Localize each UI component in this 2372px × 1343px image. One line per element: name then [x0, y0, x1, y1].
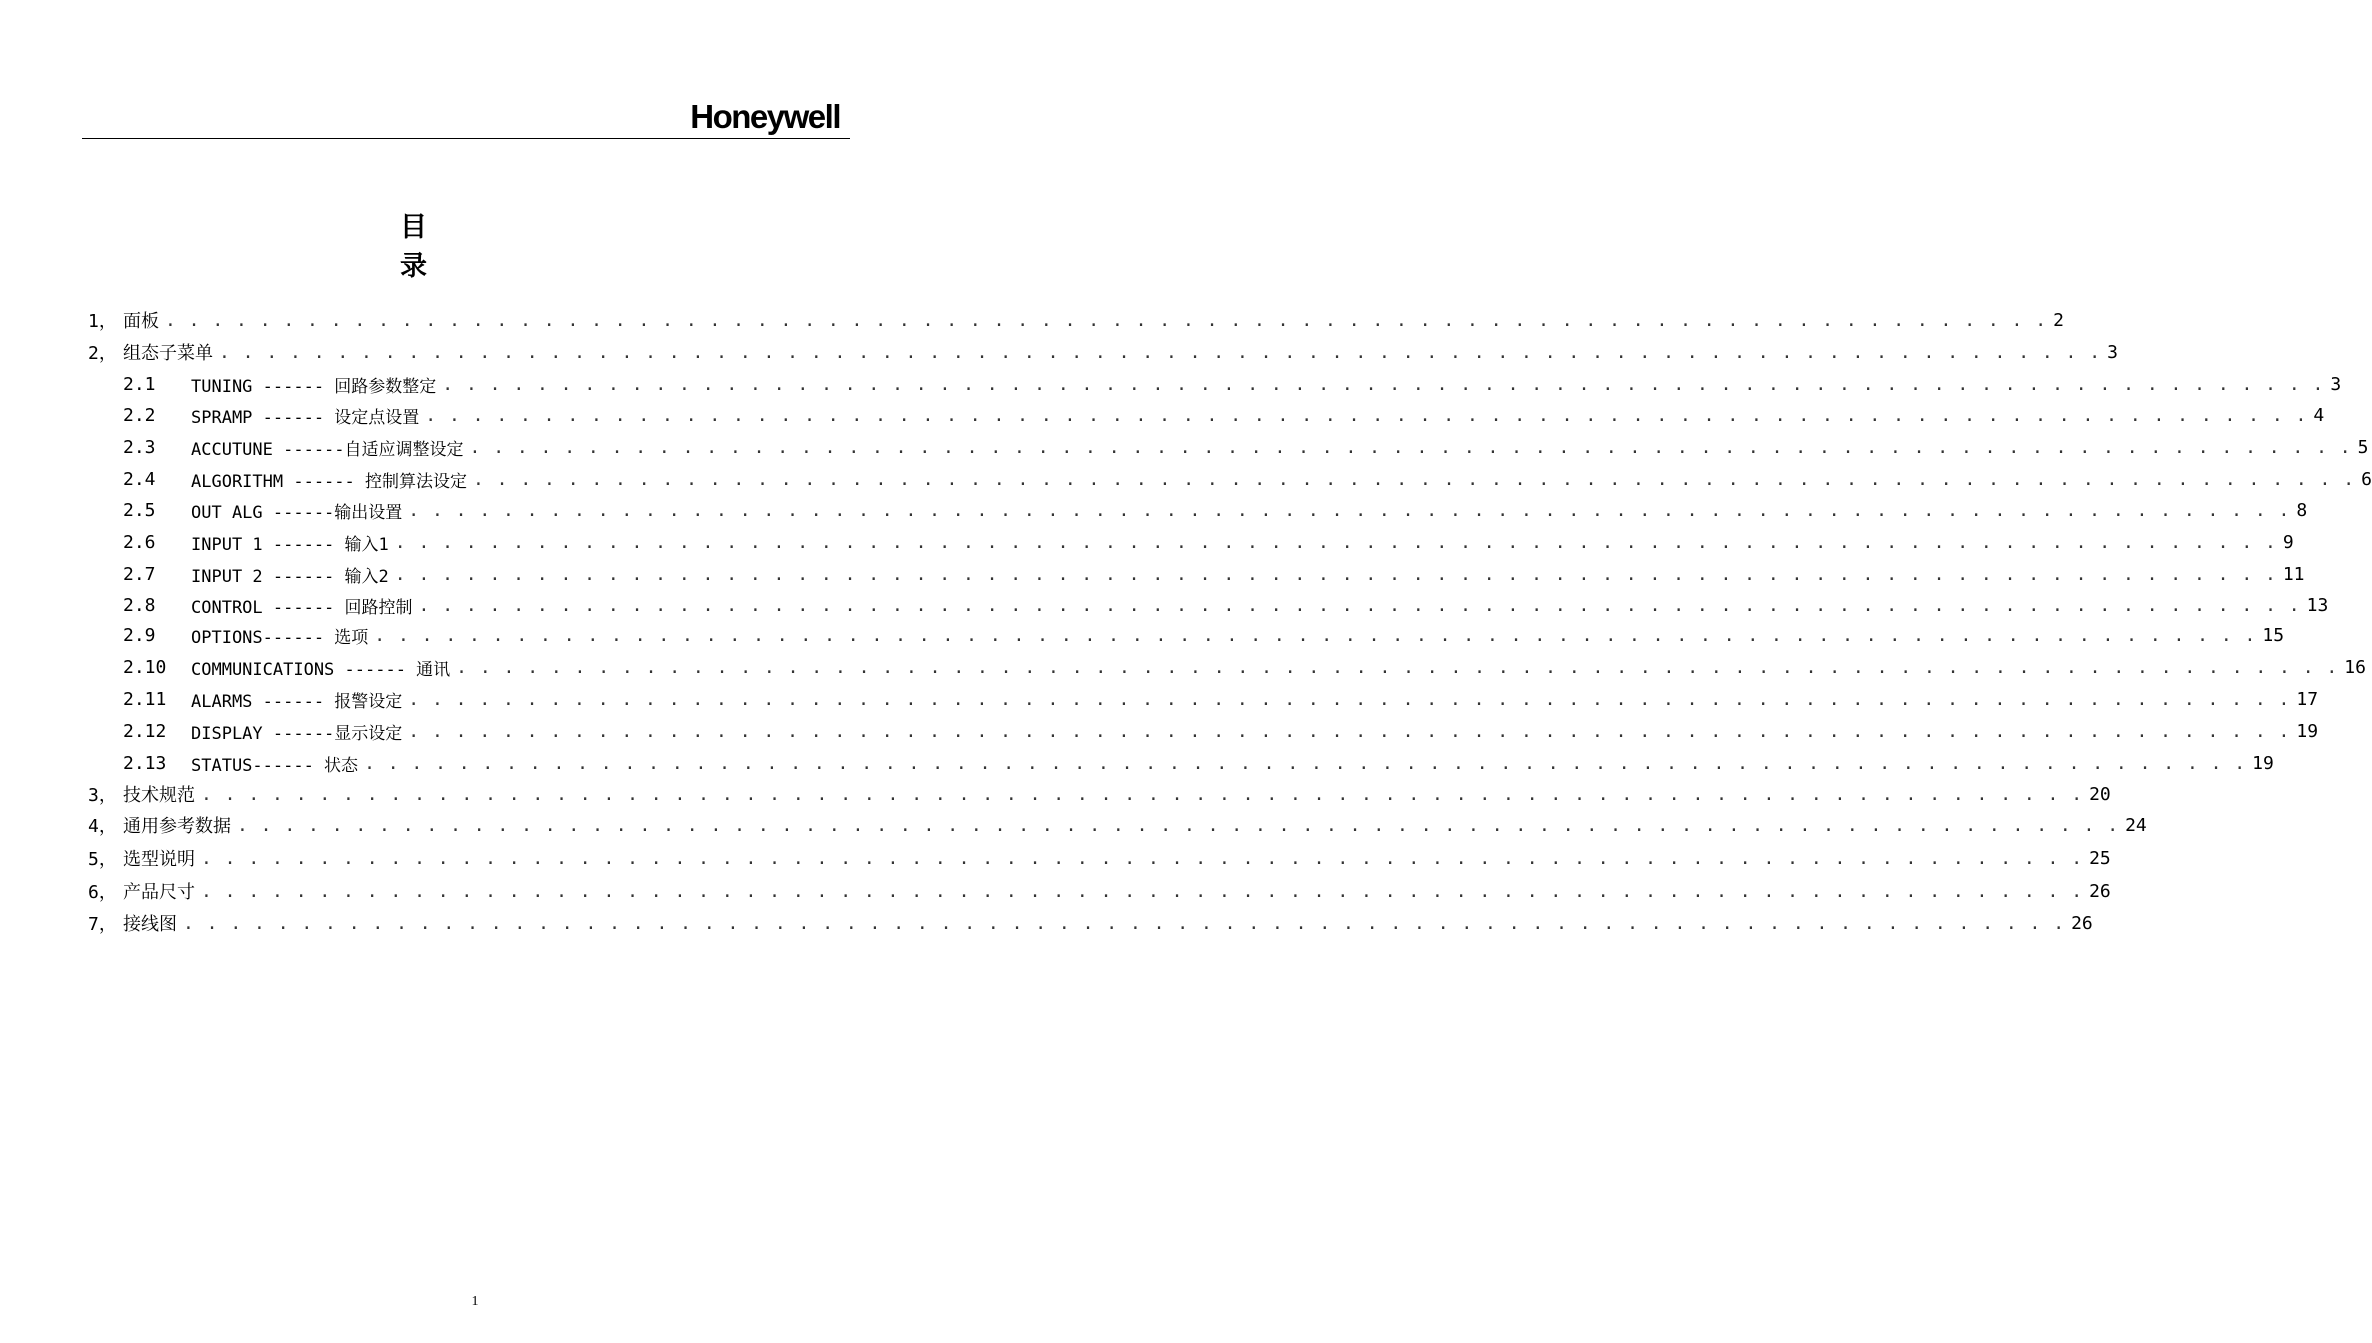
toc-entry-page: 17	[2296, 688, 2319, 710]
toc-entry-page: 5	[2357, 436, 2369, 458]
toc-entry-number: 3，	[88, 785, 117, 806]
toc-entry-page: 2	[2053, 309, 2064, 331]
toc-leader-dots: . . . . . . . . . . . . . . . . . . . . . . . . . . . . . . . . . . . . . . . . . . . . . . . . . . . . . . . . . . . . . . . . . . . . . . . . . . . . . . . .	[201, 783, 2084, 805]
toc-entry-title: INPUT 2 ------ 输入2	[191, 566, 389, 587]
toc-entry-title: 通用参考数据	[123, 816, 231, 837]
toc-entry-number: 5，	[88, 849, 117, 870]
toc-entry-number: 2.1	[123, 373, 156, 395]
toc-entry-page: 8	[2296, 499, 2308, 521]
toc-entry-page: 9	[2282, 531, 2294, 553]
toc-entry-title: TUNING ------ 回路参数整定	[191, 376, 437, 397]
toc-entry[interactable]	[88, 845, 2111, 871]
toc-entry-page: 3	[2107, 341, 2118, 363]
toc-entry-number: 2.5	[123, 499, 156, 521]
toc-leader-dots: . . . . . . . . . . . . . . . . . . . . . . . . . . . . . . . . . . . . . . . . . . . . . . . . . . . . . . . . . . . . . . . . . . . . . . . . . . . . . . . .	[219, 341, 2102, 363]
toc-entry-page: 4	[2313, 404, 2325, 426]
toc-leader-dots: . . . . . . . . . . . . . . . . . . . . . . . . . . . . . . . . . . . . . . . . . . . . . . . . . . . . . . . . . . . . . . . . . . . . . . . . . . . . . . . .	[237, 814, 2120, 836]
toc-entry-page: 3	[2330, 373, 2342, 395]
toc-entry[interactable]	[88, 781, 2111, 807]
toc-entry[interactable]	[88, 812, 2147, 838]
toc-entry-title: DISPLAY ------显示设定	[191, 723, 403, 744]
toc-entry-title: 技术规范	[123, 785, 195, 806]
toc-entry-page: 15	[2262, 624, 2285, 646]
page-title: 目 录	[400, 212, 477, 282]
toc-entry-page: 24	[2125, 814, 2147, 836]
toc-entry-number: 2.4	[123, 468, 156, 490]
toc-entry-number: 2.11	[123, 688, 167, 710]
toc-leader-dots: . . . . . . . . . . . . . . . . . . . . . . . . . . . . . . . . . . . . . . . . . . . . . . . . . . . . . . . . . . . . . . . . . . . . . . . . . . . . . . . .	[473, 468, 2356, 490]
toc-entry-number: 2.9	[123, 624, 156, 646]
toc-leader-dots: . . . . . . . . . . . . . . . . . . . . . . . . . . . . . . . . . . . . . . . . . . . . . . . . . . . . . . . . . . . . . . . . . . . . . . . . . . . . . . . .	[408, 499, 2291, 521]
toc-leader-dots: . . . . . . . . . . . . . . . . . . . . . . . . . . . . . . . . . . . . . . . . . . . . . . . . . . . . . . . . . . . . . . . . . . . . . . . . . . . . . . . .	[442, 373, 2325, 395]
toc-entry-title: COMMUNICATIONS ------ 通讯	[191, 659, 451, 680]
toc-entry-title: STATUS------ 状态	[191, 755, 359, 776]
toc-entry-title: SPRAMP ------ 设定点设置	[191, 407, 420, 428]
toc-entry-title: ALGORITHM ------ 控制算法设定	[191, 471, 467, 492]
toc-leader-dots: . . . . . . . . . . . . . . . . . . . . . . . . . . . . . . . . . . . . . . . . . . . . . . . . . . . . . . . . . . . . . . . . . . . . . . . . . . . . . . . .	[374, 624, 2257, 646]
toc-entry-number: 2.7	[123, 563, 156, 585]
toc-leader-dots: . . . . . . . . . . . . . . . . . . . . . . . . . . . . . . . . . . . . . . . . . . . . . . . . . . . . . . . . . . . . . . . . . . . . . . . . . . . . . . . .	[469, 436, 2352, 458]
toc-entry-number: 7，	[88, 914, 117, 935]
toc-leader-dots: . . . . . . . . . . . . . . . . . . . . . . . . . . . . . . . . . . . . . . . . . . . . . . . . . . . . . . . . . . . . . . . . . . . . . . . . . . . . . . . .	[418, 594, 2301, 616]
toc-leader-dots: . . . . . . . . . . . . . . . . . . . . . . . . . . . . . . . . . . . . . . . . . . . . . . . . . . . . . . . . . . . . . . . . . . . . . . . . . . . . . . . .	[408, 688, 2291, 710]
toc-entry[interactable]	[123, 592, 2329, 618]
toc-leader-dots: . . . . . . . . . . . . . . . . . . . . . . . . . . . . . . . . . . . . . . . . . . . . . . . . . . . . . . . . . . . . . . . . . . . . . . . . . . . . . . . .	[165, 309, 2048, 331]
toc-entry-title: 组态子菜单	[123, 343, 213, 364]
toc-entry-title: OUT ALG ------输出设置	[191, 502, 403, 523]
toc-entry-title: 选型说明	[123, 849, 195, 870]
toc-leader-dots: . . . . . . . . . . . . . . . . . . . . . . . . . . . . . . . . . . . . . . . . . . . . . . . . . . . . . . . . . . . . . . . . . . . . . . . . . . . . . . . .	[394, 563, 2277, 585]
toc-entry[interactable]	[123, 402, 2325, 428]
toc-entry[interactable]	[123, 561, 2305, 587]
toc-entry-title: ACCUTUNE ------自适应调整设定	[191, 439, 464, 460]
toc-entry-page: 20	[2089, 783, 2111, 805]
toc-entry[interactable]	[123, 686, 2319, 712]
toc-entry-number: 1，	[88, 311, 117, 332]
toc-leader-dots: . . . . . . . . . . . . . . . . . . . . . . . . . . . . . . . . . . . . . . . . . . . . . . . . . . . . . . . . . . . . . . . . . . . . . . . . . . . . . . . .	[394, 531, 2277, 553]
toc-entry[interactable]	[123, 718, 2319, 744]
toc-entry-number: 2.6	[123, 531, 156, 553]
toc-entry[interactable]	[123, 466, 2372, 492]
toc-leader-dots: . . . . . . . . . . . . . . . . . . . . . . . . . . . . . . . . . . . . . . . . . . . . . . . . . . . . . . . . . . . . . . . . . . . . . . . . . . . . . . . .	[456, 656, 2339, 678]
toc-entry-number: 2，	[88, 343, 117, 364]
toc-entry[interactable]	[123, 654, 2366, 680]
honeywell-logo: Honeywell	[690, 98, 840, 135]
toc-entry-number: 2.12	[123, 720, 167, 742]
toc-entry-page: 19	[2252, 752, 2274, 774]
toc-entry-number: 2.13	[123, 752, 167, 774]
toc-entry[interactable]	[123, 750, 2274, 776]
toc-entry-page: 19	[2296, 720, 2319, 742]
toc-leader-dots: . . . . . . . . . . . . . . . . . . . . . . . . . . . . . . . . . . . . . . . . . . . . . . . . . . . . . . . . . . . . . . . . . . . . . . . . . . . . . . . .	[364, 752, 2247, 774]
toc-leader-dots: . . . . . . . . . . . . . . . . . . . . . . . . . . . . . . . . . . . . . . . . . . . . . . . . . . . . . . . . . . . . . . . . . . . . . . . . . . . . . . . .	[425, 404, 2308, 426]
toc-leader-dots: . . . . . . . . . . . . . . . . . . . . . . . . . . . . . . . . . . . . . . . . . . . . . . . . . . . . . . . . . . . . . . . . . . . . . . . . . . . . . . . .	[408, 720, 2291, 742]
toc-entry-page: 26	[2089, 880, 2111, 902]
toc-entry-title: INPUT 1 ------ 输入1	[191, 534, 389, 555]
toc-entry-title: 产品尺寸	[123, 882, 195, 903]
toc-entry[interactable]	[123, 371, 2342, 397]
toc-leader-dots: . . . . . . . . . . . . . . . . . . . . . . . . . . . . . . . . . . . . . . . . . . . . . . . . . . . . . . . . . . . . . . . . . . . . . . . . . . . . . . . .	[201, 880, 2084, 902]
toc-entry[interactable]	[123, 529, 2294, 555]
toc-entry[interactable]	[88, 307, 2064, 333]
toc-entry-page: 11	[2282, 563, 2305, 585]
toc-entry-number: 4，	[88, 816, 117, 837]
toc-entry-page: 26	[2071, 912, 2093, 934]
header-divider	[82, 138, 850, 139]
toc-entry-title: OPTIONS------ 选项	[191, 627, 369, 648]
page-number: 1	[471, 1294, 479, 1309]
toc-entry-number: 2.10	[123, 656, 167, 678]
toc-entry-title: CONTROL ------ 回路控制	[191, 597, 413, 618]
toc-entry-page: 16	[2344, 656, 2366, 678]
toc-entry[interactable]	[123, 497, 2308, 523]
toc-entry-number: 2.3	[123, 436, 156, 458]
toc-entry-number: 2.2	[123, 404, 156, 426]
toc-entry[interactable]	[88, 878, 2111, 904]
toc-entry[interactable]	[88, 910, 2093, 936]
toc-entry[interactable]	[123, 434, 2369, 460]
toc-leader-dots: . . . . . . . . . . . . . . . . . . . . . . . . . . . . . . . . . . . . . . . . . . . . . . . . . . . . . . . . . . . . . . . . . . . . . . . . . . . . . . . .	[183, 912, 2066, 934]
toc-entry-page: 25	[2089, 847, 2111, 869]
toc-entry-title: ALARMS ------ 报警设定	[191, 691, 403, 712]
toc-entry-page: 6	[2361, 468, 2372, 490]
toc-entry-number: 2.8	[123, 594, 156, 616]
toc-entry[interactable]	[88, 339, 2118, 365]
toc-entry-number: 6，	[88, 882, 117, 903]
toc-entry-page: 13	[2306, 594, 2329, 616]
toc-entry-title: 面板	[123, 311, 159, 332]
toc-leader-dots: . . . . . . . . . . . . . . . . . . . . . . . . . . . . . . . . . . . . . . . . . . . . . . . . . . . . . . . . . . . . . . . . . . . . . . . . . . . . . . . .	[201, 847, 2084, 869]
toc-entry[interactable]	[123, 622, 2285, 648]
toc-entry-title: 接线图	[123, 914, 177, 935]
